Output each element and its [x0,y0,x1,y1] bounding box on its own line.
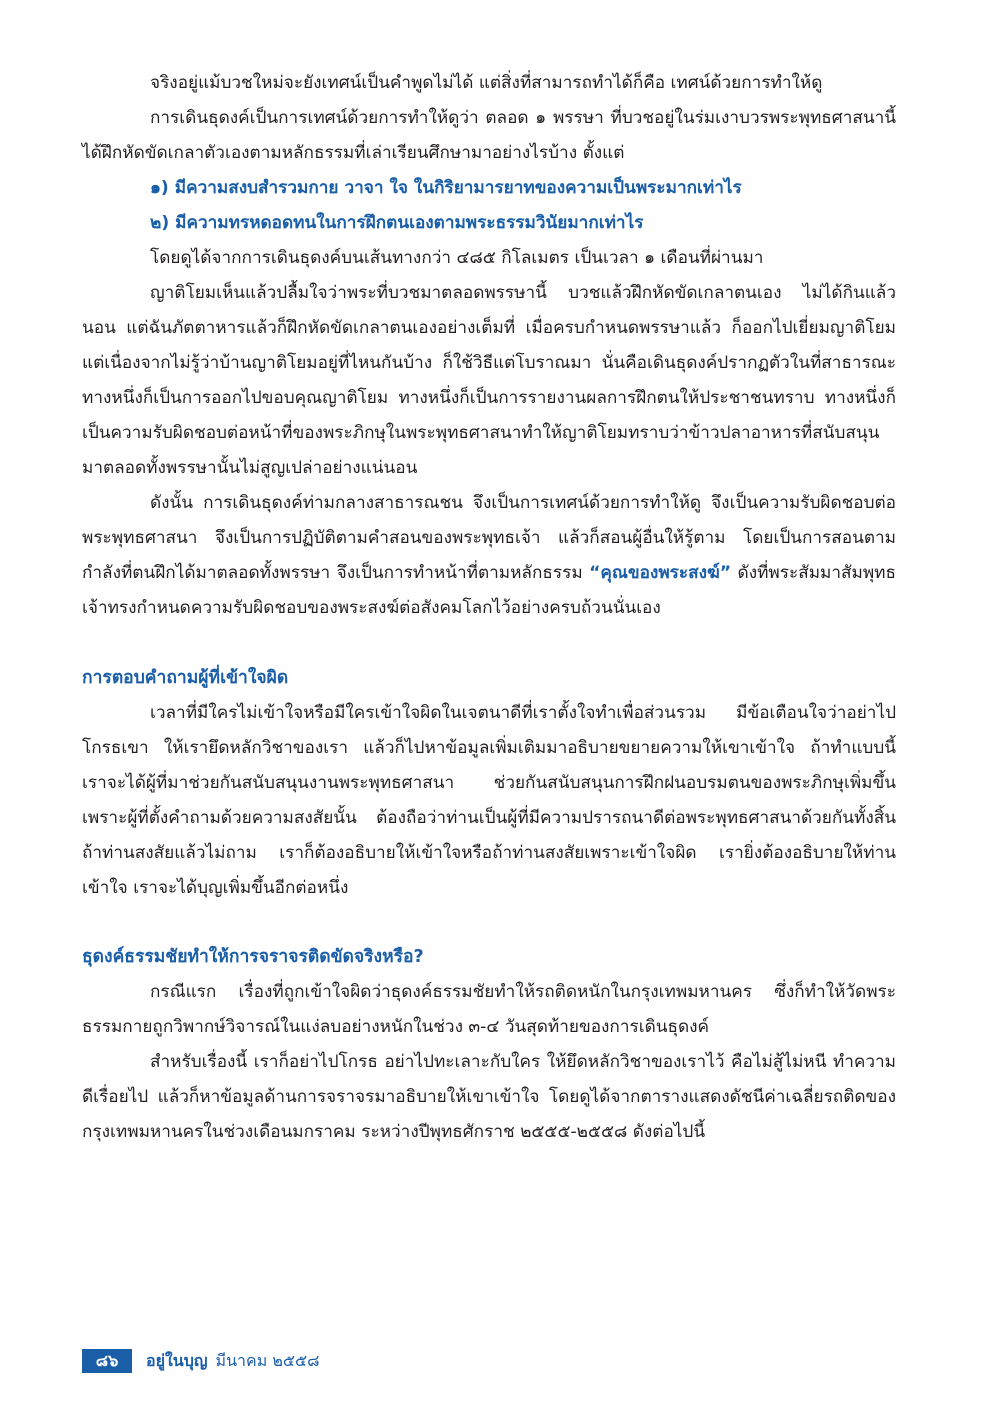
article-body [82,66,896,1150]
issue-date: มีนาคม ๒๕๕๘ [215,1350,320,1370]
section-spacer [82,626,896,661]
paragraph: โดยดูได้จากการเดินธุดงค์บนเส้นทางกว่า ๔๘๕ กิโลเมตร เป็นเวลา ๑ เดือนที่ผ่านมา [150,248,764,268]
paragraph: กรณีแรก เรื่องที่ถูกเข้าใจผิดว่าธุดงค์ธรรมชัยทำให้รถติดหนักในกรุงเทพมหานคร ซึ่งก็ทำให้วัดพระธรรมกายถูกวิพากษ์วิจารณ์ในแง่ลบอย่างหนักในช่วง ๓-๔ วันสุดท้ายของการเดินธุดงค์ [82,982,896,1037]
magazine-title: อยู่ในบุญ [146,1350,208,1370]
paragraph: เวลาที่มีใครไม่เข้าใจหรือมีใครเข้าใจผิดในเจตนาดีที่เราตั้งใจทำเพื่อส่วนรวม มีข้อเตือนใจว่าอย่าไปโกรธเขา ให้เรายึดหลักวิชาของเรา แล้วก็ไปหาข้อมูลเพิ่มเติมมาอธิบายขยายความให้เขาเข้าใจ ถ้าทำแบบนี้ เราจะได้ผู้ที่มาช่วยกันสนับสนุนงานพระพุทธศาสนา ช่วยกันสนับสนุนการฝึกฝนอบรมตนของพระภิกษุเพิ่มขึ้น เพราะผู้ที่ตั้งคำถามด้วยความสงสัยนั้น ต้องถือว่าท่านเป็นผู้ที่มีความปรารถนาดีต่อพระพุทธศาสนาด้วยกันทั้งสิ้น ถ้าท่านสงสัยแล้วไม่ถาม เราก็ต้องอธิบายให้เข้าใจหรือถ้าท่านสงสัยเพราะเข้าใจผิด เรายิ่งต้องอธิบายให้ท่านเข้าใจ เราจะได้บุญเพิ่มขึ้นอีกต่อหนึ่ง [82,703,896,898]
paragraph [82,486,896,626]
paragraph: ญาติโยมเห็นแล้วปลื้มใจว่าพระที่บวชมาตลอดพรรษานี้ บวชแล้วฝึกหัดขัดเกลาตนเอง ไม่ได้กินแล้วนอน แต่ฉันภัตตาหารแล้วก็ฝึกหัดขัดเกลาตนเองอย่างเต็มที่ เมื่อครบกำหนดพรรษาแล้ว ก็ออกไปเยี่ยมญาติโยม แต่เนื่องจากไม่รู้ว่าบ้านญาติโยมอยู่ที่ไหนกันบ้าง ก็ใช้วิธีแต่โบราณมา นั่นคือเดินธุดงค์ปรากฏตัวในที่สาธารณะ ทางหนึ่งก็เป็นการออกไปขอบคุณญาติโยม ทางหนึ่งก็เป็นการรายงานผลการฝึกตนให้ประชาชนทราบ ทางหนึ่งก็เป็นความรับผิดชอบต่อหน้าที่ของพระภิกษุในพระพุทธศาสนาทำให้ญาติโยมทราบว่าข้าวปลาอาหารที่สนับสนุนมาตลอดทั้งพรรษานั้นไม่สูญเปล่าอย่างแน่นอน [82,283,896,478]
section-heading: การตอบคำถามผู้ที่เข้าใจผิด [82,668,289,688]
highlight-quote: “คุณของพระสงฆ์” [589,563,732,583]
page-number: ๘๖ [82,1349,132,1373]
paragraph: สำหรับเรื่องนี้ เราก็อย่าไปโกรธ อย่าไปทะเลาะกับใคร ให้ยึดหลักวิชาของเราไว้ คือไม่สู้ไม่หนี ทำความดีเรื่อยไป แล้วก็หาข้อมูลด้านการจราจรมาอธิบายให้เขาเข้าใจ โดยดูได้จากตารางแสดงดัชนีค่าเฉลี่ยรถติดของกรุงเทพมหานครในช่วงเดือนมกราคม ระหว่างปีพุทธศักราช ๒๕๕๕-๒๕๕๘ ดังต่อไปนี้ [82,1052,896,1142]
section-spacer [82,906,896,940]
paragraph: จริงอยู่แม้บวชใหม่จะยังเทศน์เป็นคำพูดไม่ได้ แต่สิ่งที่สามารถทำได้ก็คือ เทศน์ด้วยการทำให้ดู [150,73,823,93]
paragraph-text: ดังที่พระสัมมาสัมพุทธเจ้าทรงกำหนดความรับผิดชอบของพระสงฆ์ต่อสังคมโลกไว้อย่างครบถ้วนนั่นเอง [82,563,896,618]
numbered-point: ๒) มีความทรหดอดทนในการฝึกตนเองตามพระธรรมวินัยมากเท่าไร [150,213,644,233]
section-heading: ธุดงค์ธรรมชัยทำให้การจราจรติดขัดจริงหรือ? [82,947,424,967]
paragraph: การเดินธุดงค์เป็นการเทศน์ด้วยการทำให้ดูว่า ตลอด ๑ พรรษา ที่บวชอยู่ในร่มเงาบวรพระพุทธศาสนานี้ ได้ฝึกหัดขัดเกลาตัวเองตามหลักธรรมที่เล่าเรียนศึกษามาอย่างไรบ้าง ตั้งแต่ [82,108,896,163]
paragraph-text: ดังนั้น การเดินธุดงค์ท่ามกลางสาธารณชน จึงเป็นการเทศน์ด้วยการทำให้ดู จึงเป็นความรับผิดชอบต่อพระพุทธศาสนา จึงเป็นการปฏิบัติตามคำสอนของพระพุทธเจ้า แล้วก็สอนผู้อื่นให้รู้ตาม โดยเป็นการสอนตามกำลังที่ตนฝึกได้มาตลอดทั้งพรรษา จึงเป็นการทำหน้าที่ตามหลักธรรม [82,493,896,583]
page-footer [82,1349,319,1373]
numbered-point: ๑) มีความสงบสำรวมกาย วาจา ใจ ในกิริยามารยาทของความเป็นพระมากเท่าไร [150,178,742,198]
